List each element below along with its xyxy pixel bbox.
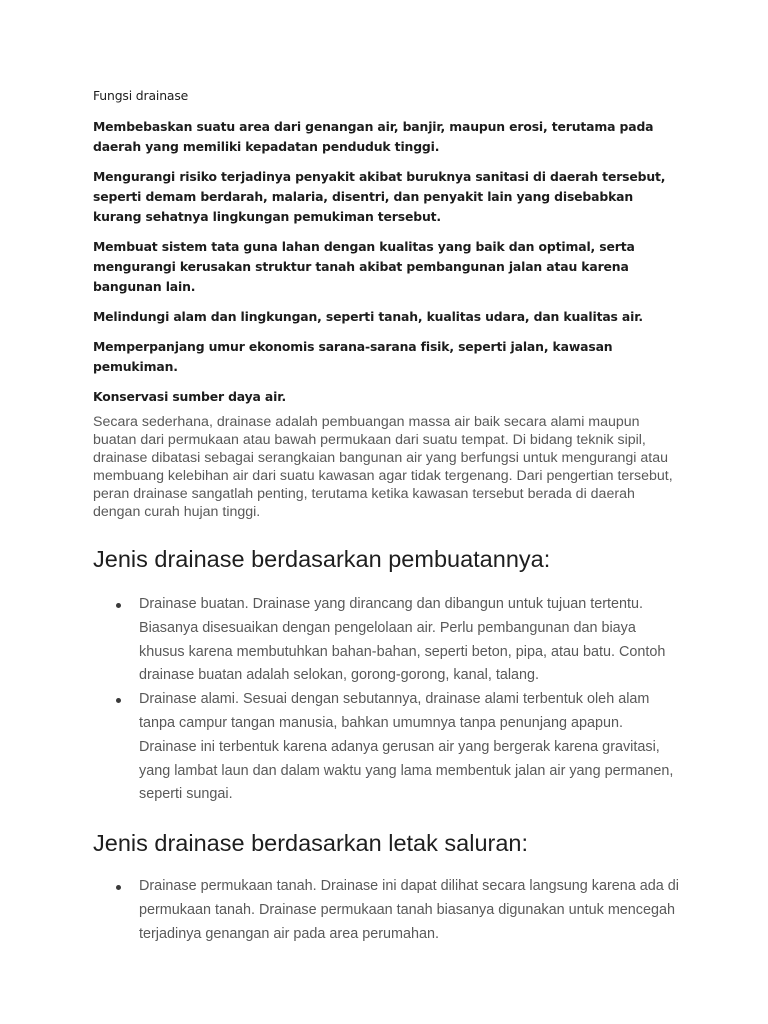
heading-drainage-by-construction: Jenis drainase berdasarkan pembuatannya: <box>93 546 551 572</box>
function-paragraph-3: Membuat sistem tata guna lahan dengan kualitas yang baik dan optimal, serta mengurangi kerusakan struktur tanah akibat pembangunan jalan atau karena bangunan lain. <box>93 239 635 294</box>
section-title: Fungsi drainase <box>93 88 189 103</box>
function-paragraph-4: Melindungi alam dan lingkungan, seperti tanah, kualitas udara, dan kualitas air. <box>93 309 643 324</box>
function-paragraph-5: Memperpanjang umur ekonomis sarana-sarana fisik, seperti jalan, kawasan pemukiman. <box>93 339 613 374</box>
bullet-icon <box>116 603 121 608</box>
document-content <box>93 86 683 947</box>
bullet-icon <box>116 885 121 890</box>
function-paragraph-6: Konservasi sumber daya air. <box>93 389 286 404</box>
list-item <box>93 688 683 807</box>
list-item-text: Drainase alami. Sesuai dengan sebutannya, drainase alami terbentuk oleh alam tanpa campur tangan manusia, bahkan umumnya tanpa penunjang apapun. Drainase ini terbentuk karena adanya gerusan air yang bergerak karena gravitasi, yang lambat laun dan dalam waktu yang lama membentuk jalan air yang permanen, seperti sungai. <box>139 691 674 803</box>
summary-paragraph: Secara sederhana, drainase adalah pembuangan massa air baik secara alami maupun buatan dari permukaan atau bawah permukaan dari suatu tempat. Di bidang teknik sipil, drainase dibatasi sebagai serangkaian bangunan air yang berfungsi untuk mengurangi atau membuang kelebihan air dari suatu kawasan agar tidak tergenang. Dari pengertian tersebut, peran drainase sangatlah penting, terutama ketika kawasan tersebut berada di daerah dengan curah hujan tinggi. <box>93 414 673 520</box>
function-paragraph-2: Mengurangi risiko terjadinya penyakit akibat buruknya sanitasi di daerah tersebut, seperti demam berdarah, malaria, disentri, dan penyakit lain yang disebabkan kurang sehatnya lingkungan pemukiman tersebut. <box>93 169 666 224</box>
list-item-text: Drainase buatan. Drainase yang dirancang dan dibangun untuk tujuan tertentu. Biasanya disesuaikan dengan pengelolaan air. Perlu pembangunan dan biaya khusus karena membutuhkan bahan-bahan, seperti beton, pipa, atau batu. Contoh drainase buatan adalah selokan, gorong-gorong, kanal, talang. <box>139 596 666 684</box>
drainage-by-channel-location-list <box>93 875 683 946</box>
heading-drainage-by-channel-location: Jenis drainase berdasarkan letak saluran: <box>93 830 529 857</box>
function-paragraph-1: Membebaskan suatu area dari genangan air, banjir, maupun erosi, terutama pada daerah yang memiliki kepadatan penduduk tinggi. <box>93 119 654 154</box>
list-item <box>93 875 683 946</box>
drainage-by-construction-list <box>93 593 683 807</box>
list-item <box>93 593 683 688</box>
bullet-icon <box>116 698 121 703</box>
list-item-text: Drainase permukaan tanah. Drainase ini dapat dilihat secara langsung karena ada di permukaan tanah. Drainase permukaan tanah biasanya digunakan untuk mencegah terjadinya genangan air pada area perumahan. <box>139 878 679 942</box>
